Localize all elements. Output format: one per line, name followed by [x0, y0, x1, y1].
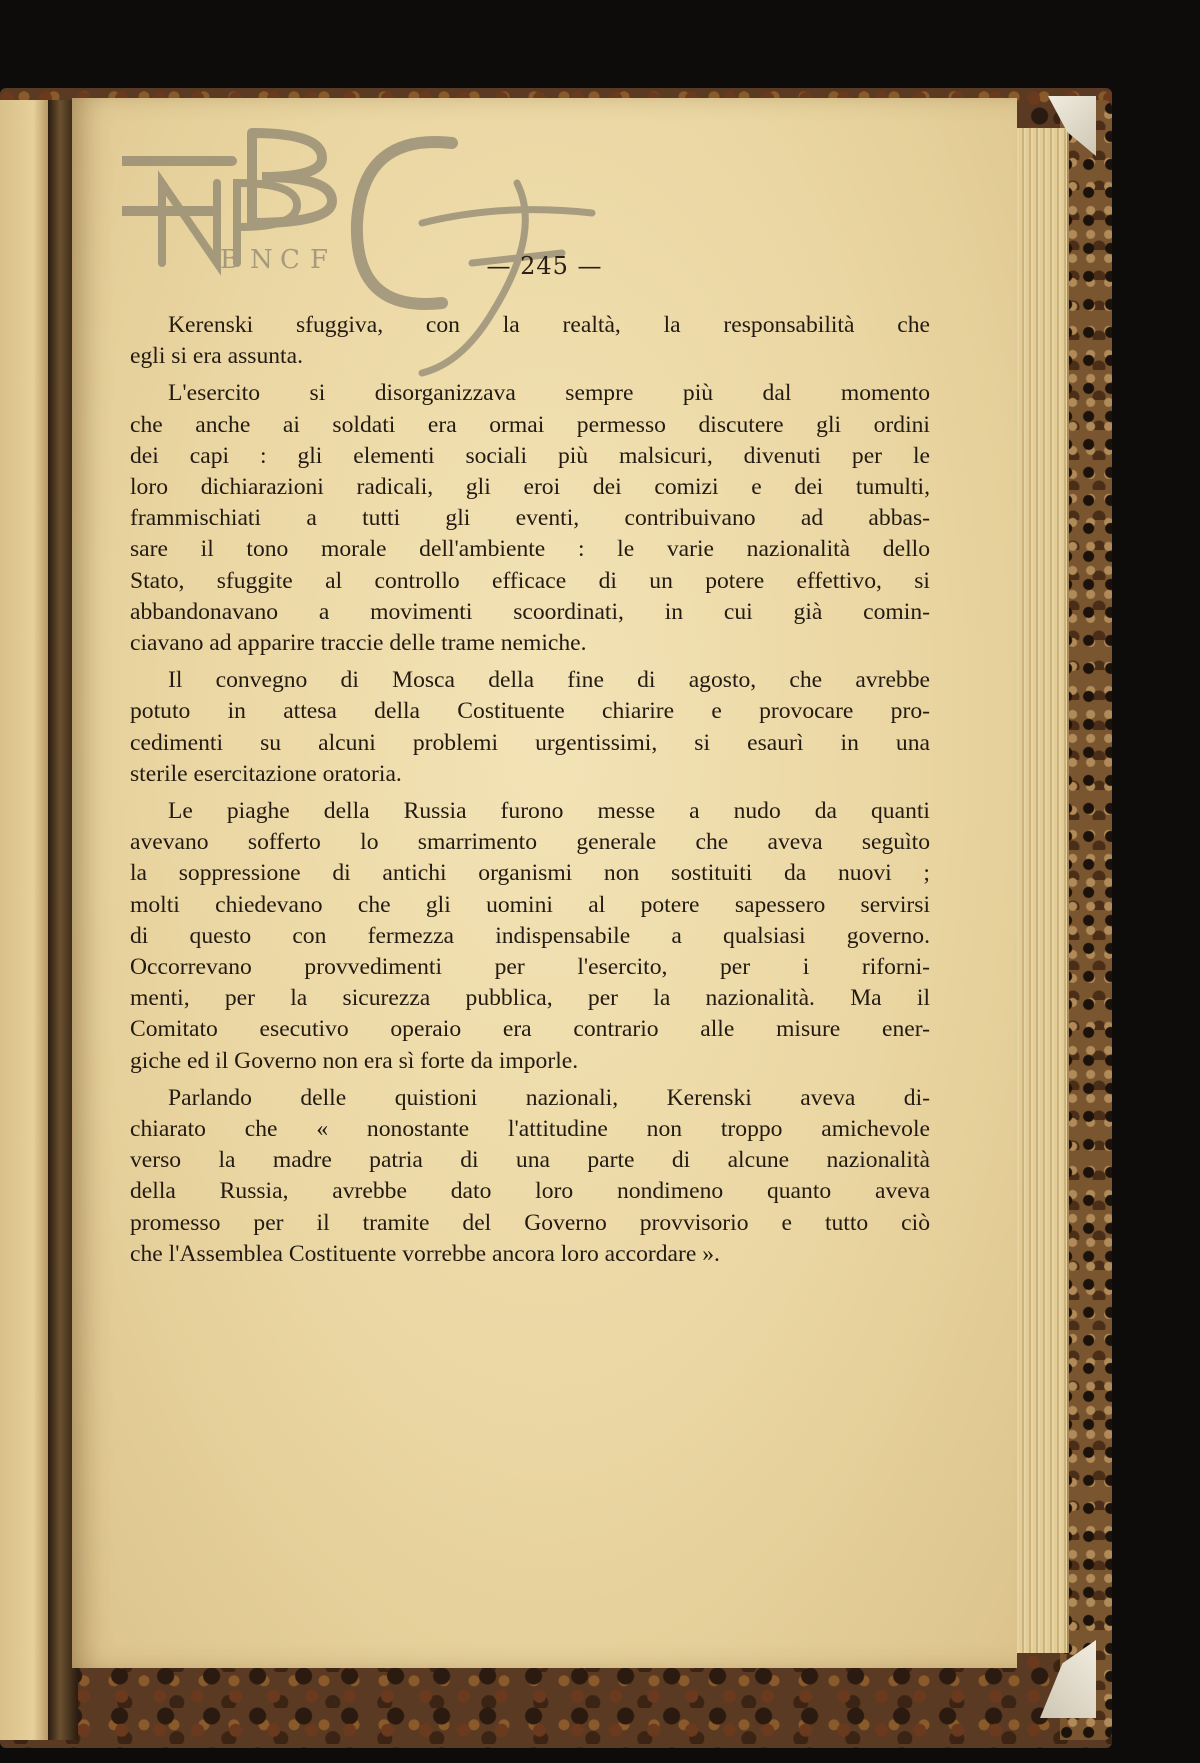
text-line: di questo con fermezza indispensabile a qualsiasi governo. [130, 922, 930, 949]
text-line: Stato, sfuggite al controllo efficace di un potere effettivo, si [130, 567, 930, 594]
text-line: dei capi : gli elementi sociali più malsicuri, divenuti per le [130, 442, 930, 469]
paragraph [130, 1083, 930, 1270]
page-body-text [130, 310, 930, 1276]
text-line: la soppressione di antichi organismi non sostituiti da nuovi ; [130, 860, 930, 887]
text-line: L'esercito si disorganizzava sempre più dal momento [168, 380, 930, 407]
text-line: sterile esercitazione oratoria. [130, 760, 402, 787]
text-line: Kerenski sfuggiva, con la realtà, la responsabilità che [168, 312, 930, 338]
text-line: molti chiedevano che gli uomini al potere sapessero servirsi [130, 891, 930, 918]
text-line: Occorrevano provvedimenti per l'esercito, per i riforni- [130, 954, 930, 981]
paragraph [130, 796, 930, 1077]
watermark-letter-c: C [280, 245, 300, 275]
text-line: promesso per il tramite del Governo provvisorio e tutto ciò [130, 1209, 930, 1236]
text-line: giche ed il Governo non era sì forte da imporle. [130, 1047, 579, 1074]
text-line: menti, per la sicurezza pubblica, per la nazionalità. Ma il [130, 985, 930, 1012]
text-line: frammischiati a tutti gli eventi, contribuivano ad abbas- [130, 505, 930, 532]
text-line: sare il tono morale dell'ambiente : le varie nazionalità dello [130, 536, 930, 563]
text-line: che l'Assemblea Costituente vorrebbe ancora loro accordare ». [130, 1240, 720, 1267]
paragraph [130, 378, 930, 659]
text-line: verso la madre patria di una parte di alcune nazionalità [130, 1147, 930, 1174]
text-line: abbandonavano a movimenti scoordinati, in cui già comin- [130, 598, 930, 625]
text-line: loro dichiarazioni radicali, gli eroi dei comizi e dei tumulti, [130, 474, 930, 501]
text-line: chiarato che « nonostante l'attitudine non troppo amichevole [130, 1116, 930, 1143]
text-line: Il convegno di Mosca della fine di agosto, che avrebbe [168, 667, 930, 694]
watermark-letter-f: F [310, 245, 329, 275]
watermark-letter-b: B [220, 245, 240, 275]
text-line: egli si era assunta. [130, 343, 303, 370]
book-page [72, 98, 1017, 1668]
text-line: Comitato esecutivo operaio era contrario alle misure ener- [130, 1016, 930, 1043]
text-line: avevano sofferto lo smarrimento generale che aveva seguìto [130, 829, 930, 856]
page-number: — 245 — [486, 252, 603, 280]
text-line: Le piaghe della Russia furono messe a nudo da quanti [168, 798, 930, 825]
text-line: cedimenti su alcuni problemi urgentissimi, si esaurì in una [130, 729, 930, 756]
paragraph [130, 310, 930, 372]
left-page [0, 100, 51, 1740]
text-line: della Russia, avrebbe dato loro nondimeno quanto aveva [130, 1178, 930, 1205]
paragraph [130, 665, 930, 790]
text-line: ciavano ad apparire traccie delle trame nemiche. [130, 630, 587, 657]
text-line: potuto in attesa della Costituente chiarire e provocare pro- [130, 698, 930, 725]
text-line: Parlando delle quistioni nazionali, Kerenski aveva di- [168, 1084, 930, 1111]
watermark-letter-n: N [250, 245, 273, 275]
text-line: che anche ai soldati era ormai permesso discutere gli ordini [130, 411, 930, 438]
